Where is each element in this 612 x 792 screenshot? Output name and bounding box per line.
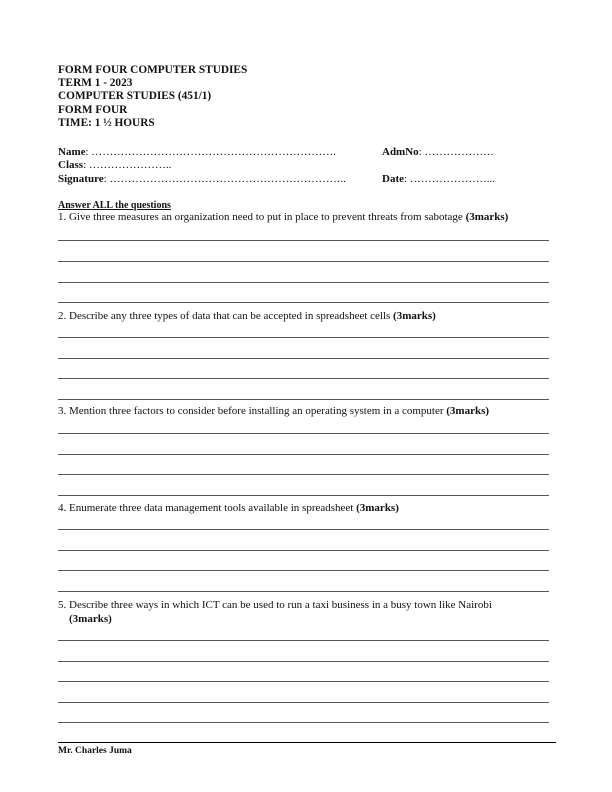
name-blank[interactable]: : …………………………………………………………. bbox=[85, 146, 337, 158]
date-label: Date bbox=[382, 173, 404, 185]
signature-label: Signature bbox=[58, 173, 104, 185]
class-blank[interactable]: : ………………….. bbox=[83, 159, 172, 171]
answer-line[interactable] bbox=[58, 261, 549, 262]
class-label: Class bbox=[58, 159, 84, 171]
footer-author: Mr. Charles Juma bbox=[58, 746, 132, 756]
answer-line[interactable] bbox=[58, 681, 549, 682]
answer-line[interactable] bbox=[58, 570, 549, 571]
answer-line[interactable] bbox=[58, 454, 549, 455]
class-field[interactable] bbox=[58, 159, 171, 171]
name-field[interactable] bbox=[58, 146, 336, 158]
answer-line[interactable] bbox=[58, 640, 549, 641]
answer-line[interactable] bbox=[58, 529, 549, 530]
question-marks: (3marks) bbox=[356, 502, 399, 514]
answer-line[interactable] bbox=[58, 399, 549, 400]
instructions: Answer ALL the questions bbox=[58, 200, 171, 211]
answer-line[interactable] bbox=[58, 550, 549, 551]
answer-line[interactable] bbox=[58, 240, 549, 241]
question-marks: (3marks) bbox=[446, 405, 490, 417]
question-text: 3. Mention three factors to consider before installing an operating system in a computer bbox=[58, 405, 447, 417]
footer-divider bbox=[58, 742, 556, 743]
answer-line[interactable] bbox=[58, 358, 549, 359]
header-line: TERM 1 - 2023 bbox=[58, 77, 133, 90]
date-field[interactable] bbox=[382, 173, 495, 185]
answer-line[interactable] bbox=[58, 591, 549, 592]
question-text: 5. Describe three ways in which ICT can be used to run a taxi business in a busy town like Nairobi bbox=[58, 599, 492, 611]
question-5-marks bbox=[69, 613, 112, 625]
question-text: 1. Give three measures an organization need to put in place to prevent threats from sabotage bbox=[58, 211, 466, 223]
answer-line[interactable] bbox=[58, 337, 549, 338]
answer-line[interactable] bbox=[58, 702, 549, 703]
question-text: 2. Describe any three types of data that can be accepted in spreadsheet cells bbox=[58, 310, 394, 322]
answer-line[interactable] bbox=[58, 495, 549, 496]
signature-blank[interactable]: : ……………………………………………………….. bbox=[103, 173, 346, 185]
header-line: FORM FOUR bbox=[58, 103, 128, 116]
header-line: FORM FOUR COMPUTER STUDIES bbox=[58, 64, 248, 76]
answer-line[interactable] bbox=[58, 433, 549, 434]
question-marks: (3marks) bbox=[69, 613, 112, 625]
admno-blank[interactable]: : ………………. bbox=[418, 146, 494, 158]
question-1 bbox=[58, 211, 508, 223]
answer-line[interactable] bbox=[58, 378, 549, 379]
header-line: COMPUTER STUDIES (451/1) bbox=[58, 90, 212, 103]
admno-label: AdmNo bbox=[382, 146, 419, 158]
admno-field[interactable] bbox=[382, 146, 493, 158]
signature-field[interactable] bbox=[58, 173, 346, 185]
date-blank[interactable]: : …………………... bbox=[404, 173, 496, 185]
question-2 bbox=[58, 310, 436, 322]
question-marks: (3marks) bbox=[393, 310, 436, 322]
answer-line[interactable] bbox=[58, 661, 549, 662]
name-label: Name bbox=[58, 146, 86, 158]
answer-line[interactable] bbox=[58, 474, 549, 475]
question-marks: (3marks) bbox=[465, 211, 509, 223]
exam-header bbox=[58, 64, 247, 130]
answer-line[interactable] bbox=[58, 282, 549, 283]
answer-line[interactable] bbox=[58, 722, 549, 723]
question-5 bbox=[58, 599, 492, 611]
question-4 bbox=[58, 502, 399, 514]
header-line: TIME: 1 ½ HOURS bbox=[58, 116, 155, 129]
answer-line[interactable] bbox=[58, 302, 549, 303]
question-text: 4. Enumerate three data management tools available in spreadsheet bbox=[58, 502, 357, 514]
question-3 bbox=[58, 405, 489, 417]
